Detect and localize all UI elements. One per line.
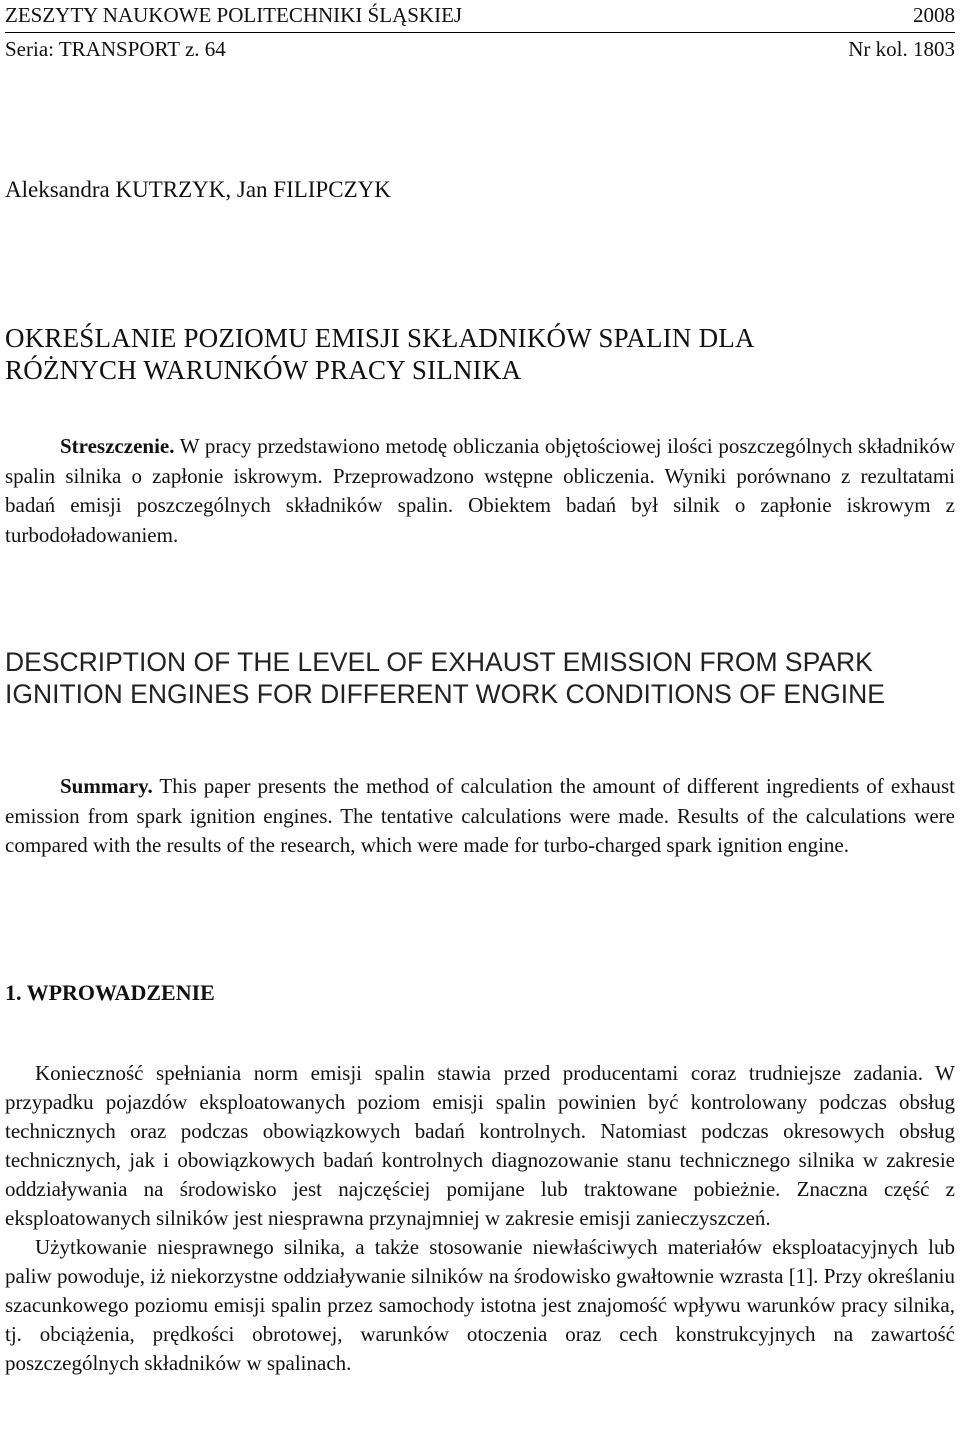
abstract-pl <box>5 432 955 550</box>
journal-number: Nr kol. 1803 <box>848 37 955 61</box>
title-pl-line1: OKREŚLANIE POZIOMU EMISJI SKŁADNIKÓW SPALIN DLA <box>5 323 755 353</box>
title-pl-line2: RÓŻNYCH WARUNKÓW PRACY SILNIKA <box>5 355 522 385</box>
summary <box>5 772 955 861</box>
section-body <box>5 1059 955 1378</box>
header-rule <box>5 32 955 33</box>
title-en-line2: IGNITION ENGINES FOR DIFFERENT WORK CONDITIONS OF ENGINE <box>5 679 885 709</box>
journal-year: 2008 <box>913 3 955 27</box>
abstract-pl-text: W pracy przedstawiono metodę obliczania objętościowej ilości poszczególnych składników spalin silnika o zapłonie iskrowym. Przeprowadzono wstępne obliczenia. Wyniki porównano z rezultatami badań emisji poszczególnych składników spalin. Obiektem badań był silnik o zapłonie iskrowym z turbodoładowaniem. <box>5 434 955 547</box>
paragraph-1: Konieczność spełniania norm emisji spalin stawia przed producentami coraz trudniejsze zadania. W przypadku pojazdów eksploatowanych poziom emisji spalin powinien być kontrolowany podczas obsług technicznych oraz podczas obowiązkowych badań kontrolnych. Natomiast podczas okresowych obsług technicznych, jak i obowiązkowych badań kontrolnych diagnozowanie stanu technicznego silnika w zakresie oddziaływania na środowisko jest najczęściej pomijane lub traktowane pobieżnie. Znaczna część z eksploatowanych silników jest niesprawna przynajmniej w zakresie emisji zanieczyszczeń. <box>5 1061 955 1230</box>
title-en <box>5 646 960 710</box>
title-pl <box>5 322 955 386</box>
section-heading: 1. WPROWADZENIE <box>5 980 215 1005</box>
paragraph-2: Użytkowanie niesprawnego silnika, a także stosowanie niewłaściwych materiałów eksploatacyjnych lub paliw powoduje, iż niekorzystne oddziaływanie silników na środowisko gwałtownie wzrasta [1]. Przy określaniu szacunkowego poziomu emisji spalin przez samochody istotna jest znajomość wpływu warunków pracy silnika, tj. obciążenia, prędkości obrotowej, warunków otoczenia oraz cech konstrukcyjnych na zawartość poszczególnych składników w spalinach. <box>5 1235 955 1375</box>
authors: Aleksandra KUTRZYK, Jan FILIPCZYK <box>5 177 391 202</box>
summary-text: This paper presents the method of calculation the amount of different ingredients of exhaust emission from spark ignition engines. The tentative calculations were made. Results of the calculations were compared with the results of the research, which were made for turbo-charged spark ignition engine. <box>5 774 955 858</box>
abstract-pl-label: Streszczenie. <box>60 434 175 458</box>
journal-name: ZESZYTY NAUKOWE POLITECHNIKI ŚLĄSKIEJ <box>5 3 463 27</box>
title-en-line1: DESCRIPTION OF THE LEVEL OF EXHAUST EMISSION FROM SPARK <box>5 647 873 677</box>
journal-series: Seria: TRANSPORT z. 64 <box>5 37 226 61</box>
summary-label: Summary. <box>60 774 153 798</box>
